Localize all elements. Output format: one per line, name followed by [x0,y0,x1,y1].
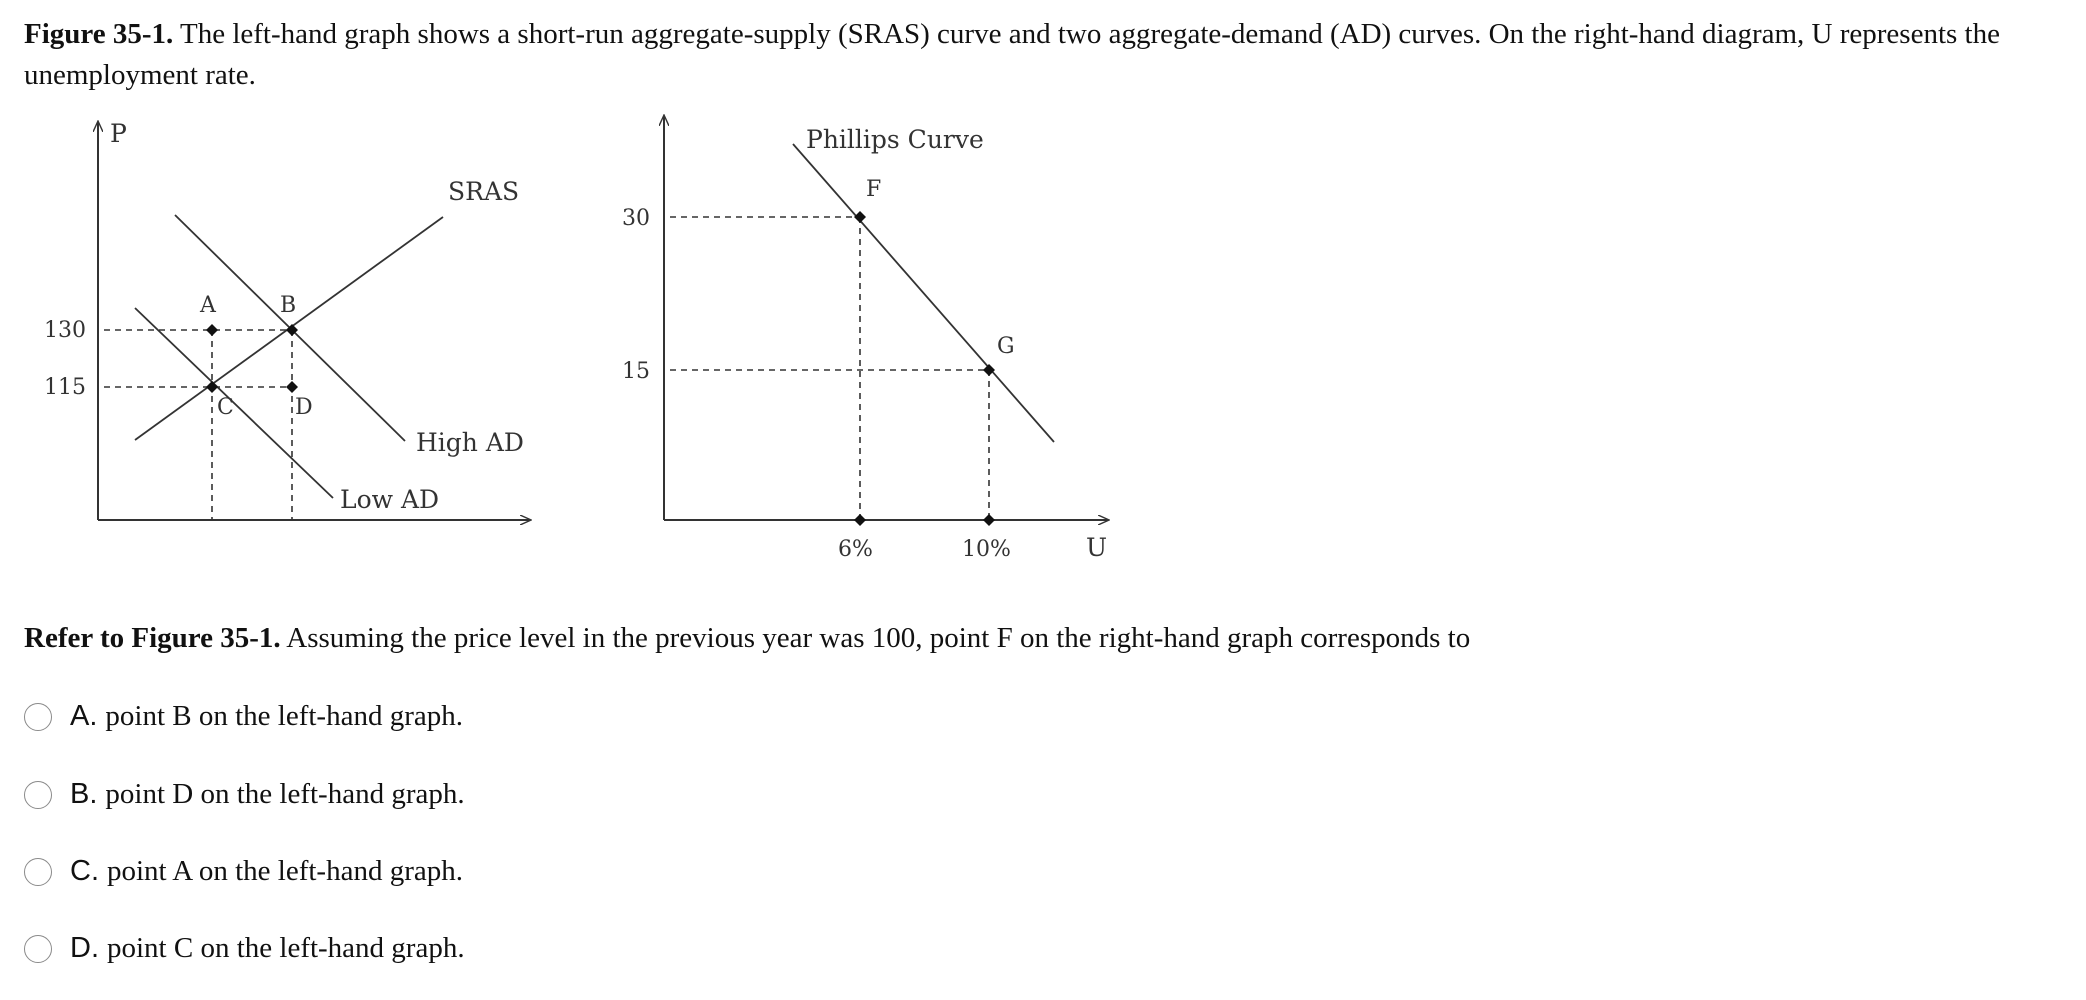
phillips-curve-graph [622,116,1108,562]
right-x-axis-label: U [1086,533,1108,562]
point-d-label: D [295,395,313,420]
point-a [206,324,218,336]
option-d-letter: D. [70,932,99,964]
option-a-radio[interactable] [24,703,52,731]
point-6-axis [854,514,866,526]
point-10-axis [983,514,995,526]
option-c-radio[interactable] [24,858,52,886]
question-body: Assuming the price level in the previous year was 100, point F on the right-hand graph corresponds to [280,622,1471,654]
point-d [286,381,298,393]
point-g-label: G [997,334,1015,359]
option-d[interactable] [24,932,465,965]
caption-text: The left-hand graph shows a short-run aggregate-supply (SRAS) curve and two aggregate-demand (AD) curves. On the right-hand diagram, U represents the unemployment rate. [24,18,2000,91]
point-c-label: C [217,395,234,420]
option-b-text: point D on the left-hand graph. [105,778,465,810]
point-a-label: A [200,293,216,318]
question-text [24,618,1470,658]
option-c-letter: C. [70,855,99,887]
ad-as-graph [44,119,530,520]
point-g [983,364,995,376]
option-a-text: point B on the left-hand graph. [105,700,463,732]
option-b-letter: B. [70,778,98,810]
option-b[interactable] [24,778,465,811]
y-tick-30: 30 [622,206,650,231]
figure-caption [24,14,2064,96]
phillips-curve-label: Phillips Curve [806,125,984,154]
low-ad-label: Low AD [340,485,440,514]
y-tick-115: 115 [44,375,86,400]
high-ad-label: High AD [416,428,524,457]
figure-35-1 [0,108,1200,578]
option-d-radio[interactable] [24,935,52,963]
phillips-curve-line [793,144,1054,442]
y-tick-130: 130 [44,318,86,343]
option-c-text: point A on the left-hand graph. [107,855,463,887]
sras-label: SRAS [448,177,520,206]
point-b-label: B [280,293,297,318]
x-tick-6: 6% [838,537,873,562]
option-a-letter: A. [70,700,98,732]
point-f [854,211,866,223]
option-b-radio[interactable] [24,781,52,809]
option-c[interactable] [24,855,463,888]
x-tick-10: 10% [962,537,1011,562]
point-c [206,381,218,393]
question-bold: Refer to Figure 35-1. [24,622,281,654]
option-d-text: point C on the left-hand graph. [107,932,465,964]
option-a[interactable] [24,700,463,733]
left-y-axis-label: P [110,119,127,148]
caption-bold: Figure 35-1. [24,18,174,50]
point-f-label: F [866,177,882,202]
y-tick-15: 15 [622,359,650,384]
